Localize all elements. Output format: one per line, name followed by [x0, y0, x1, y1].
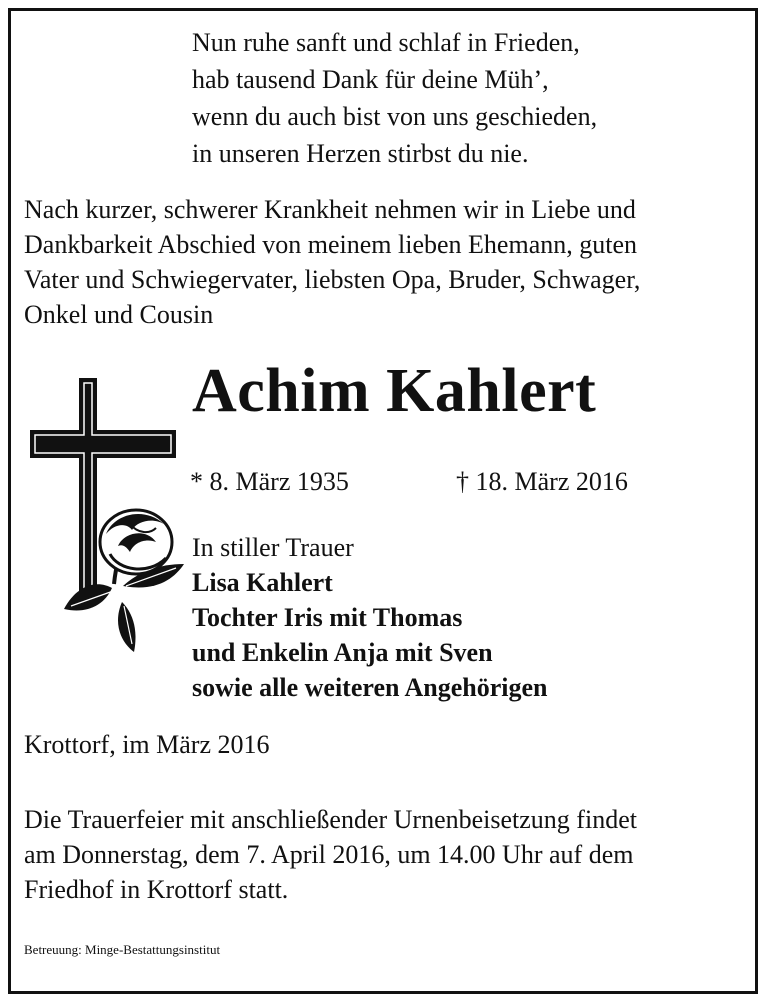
- poem-line: wenn du auch bist von uns geschieden,: [192, 102, 598, 131]
- intro-line: Onkel und Cousin: [24, 300, 214, 329]
- poem-line: in unseren Herzen stirbst du nie.: [192, 139, 529, 168]
- mourner-name: Lisa Kahlert: [192, 568, 333, 597]
- ceremony-text: [24, 802, 637, 907]
- birth-date: * 8. März 1935: [190, 467, 349, 496]
- ceremony-line: Die Trauerfeier mit anschließender Urnenbeisetzung findet: [24, 805, 637, 834]
- ceremony-line: Friedhof in Krottorf statt.: [24, 875, 289, 904]
- cross-and-rose: [26, 374, 196, 659]
- poem-line: Nun ruhe sanft und schlaf in Frieden,: [192, 28, 580, 57]
- poem-line: hab tausend Dank für deine Müh’,: [192, 65, 549, 94]
- place-date: Krottorf, im März 2016: [24, 730, 270, 759]
- mourners: [192, 530, 548, 705]
- poem: [192, 24, 597, 172]
- intro-line: Dankbarkeit Abschied von meinem lieben Ehemann, guten: [24, 230, 637, 259]
- deceased-name: Achim Kahlert: [192, 357, 597, 425]
- mourner-name: Tochter Iris mit Thomas: [192, 603, 463, 632]
- mourner-name: sowie alle weiteren Angehörigen: [192, 673, 548, 702]
- mourners-intro: In stiller Trauer: [192, 533, 354, 562]
- ceremony-line: am Donnerstag, dem 7. April 2016, um 14.00 Uhr auf dem: [24, 840, 634, 869]
- intro-line: Nach kurzer, schwerer Krankheit nehmen wir in Liebe und: [24, 195, 636, 224]
- death-date: † 18. März 2016: [456, 467, 628, 496]
- intro-text: [24, 192, 730, 332]
- intro-line: Vater und Schwiegervater, liebsten Opa, Bruder, Schwager,: [24, 265, 641, 294]
- undertaker-credit: Betreuung: Minge-Bestattungsinstitut: [24, 942, 221, 957]
- mourner-name: und Enkelin Anja mit Sven: [192, 638, 493, 667]
